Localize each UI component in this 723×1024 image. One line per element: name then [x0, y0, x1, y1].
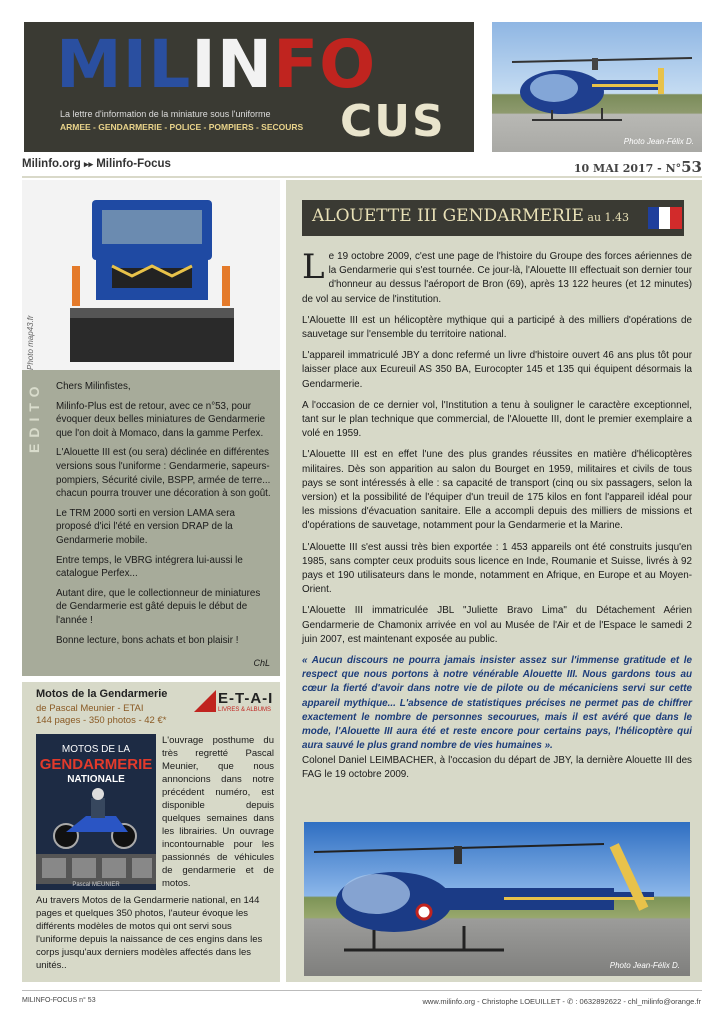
- book-description: Au travers Motos de la Gendarmerie national, en 144 pages et quelques 350 photos, l'auteur évoque les différents modèles de motos qui ont servi sous l'uniforme depuis la naissance de ces engins dans les corps jusqu'aux derniers modèles affectés dans les unités..: [36, 895, 263, 971]
- edito-paragraph: Bonne lecture, bons achats et bon plaisir !: [56, 634, 239, 646]
- masthead: [24, 22, 474, 152]
- edito-paragraph: Le TRM 2000 sorti en version LAMA sera proposé d'ici l'été en version DRAP de la Gendarmerie mobile.: [56, 507, 235, 546]
- article-paragraph: A l'occasion de ce dernier vol, l'Institution a tenu à souligner le caractère exceptionnel, tant sur le plan technique que commercial, de l'Alouette III, dont le premier exemplaire a volé en 1959.: [302, 399, 692, 440]
- french-flag-icon: [648, 207, 682, 229]
- section-link[interactable]: Milinfo-Focus: [96, 158, 171, 170]
- photo-credit: Photo Jean-Félix D.: [609, 961, 680, 970]
- site-nav: [22, 158, 171, 170]
- truck-photo: [22, 180, 280, 370]
- article-paragraph: L'appareil immatriculé JBY a donc refermé un livre d'histoire ouvert 46 ans plus tôt pour laisser place aux Ecureuil AS 350 BA, Eurocopter 145 et 135 qui équipent désormais la Gendarmerie.: [302, 350, 692, 390]
- article-scale: au 1.43: [583, 211, 630, 224]
- issue-bar: [22, 158, 702, 176]
- logo-mil: MIL: [56, 26, 192, 103]
- article-body: [302, 247, 692, 789]
- edito-label: [26, 380, 42, 670]
- cover-author: Pascal MEUNIER: [72, 882, 120, 888]
- article-paragraph: [302, 247, 692, 307]
- divider: [22, 176, 702, 178]
- categories: ARMEE - GENDARMERIE - POLICE - POMPIERS - SECOURS: [60, 122, 304, 132]
- issue-number: 53: [681, 158, 702, 176]
- book-meta: 144 pages - 350 photos - 42 €*: [36, 715, 167, 726]
- edito-text: [56, 380, 272, 653]
- cover-line: GENDARMERIE: [39, 756, 153, 773]
- etai-logo-text: E-T-A-I: [218, 690, 274, 707]
- article-title-text: ALOUETTE III GENDARMERIE: [312, 206, 584, 226]
- article-text: e 19 octobre 2009, c'est une page de l'histoire du Groupe des forces aériennes de la Gendarmerie qui s'est tournée. Ce jour-là, l'Alouette III effectuait son dernier tour d'honneur au dessus l'aéroport de Bron (69), après 13 122 heures (et 12 minutes) de vol au service de l'institution.: [302, 251, 692, 305]
- drop-cap: L: [302, 247, 325, 287]
- edito-paragraph: Milinfo-Plus est de retour, avec ce n°53, pour évoquer deux belles miniatures de Gendarmerie que l'on doit à Momaco, dans la gamme Perfex.: [56, 400, 266, 439]
- book-cover: [36, 734, 156, 890]
- divider: [22, 990, 702, 991]
- article-title-bar: [302, 200, 684, 236]
- quote-attribution: Colonel Daniel LEIMBACHER, à l'occasion du départ de JBY, la dernière Alouette III des FAG le 19 octobre 2009.: [302, 754, 692, 780]
- quote-text: « Aucun discours ne pourra jamais insister assez sur l'immense gratitude et le respect que nous portons à notre vénérable Alouette III. Nous gardons tous au cœur la fierté d'avoir dans notre vie de pilote ou de mécaniciens servi sur cette appareil mythique... L'absence de statistiques précises ne permet pas de chiffrer exactement le nombre de personnes secourues, mais il est avéré que dans le mode, l'Alouette III aura été et reste encore pour certains pays, l'hélicoptère qui aura sauvé le plus grand nombre de vies humaines ».: [302, 655, 692, 752]
- book-author: de Pascal Meunier - ETAI: [36, 703, 144, 714]
- logo-cus: CUS: [340, 96, 446, 147]
- logo-in: IN: [191, 26, 274, 103]
- footer-issue: MILINFO-FOCUS n° 53: [22, 997, 96, 1004]
- photo-credit: Photo Jean-Félix D.: [623, 137, 694, 146]
- helicopter-photo-bottom: [304, 822, 690, 976]
- edito-paragraph: Autant dire, que le collectionneur de miniatures de Gendarmerie est gâté depuis le début de l'année !: [56, 587, 261, 626]
- book-description: L'ouvrage posthume du très regretté Pascal Meunier, que nous annoncions dans notre précédent numéro, est disponible depuis quelques semaines dans les librairies. Un ouvrage incontournable pour les passionnés de véhicules de gendarmerie et de motos.: [162, 735, 274, 889]
- tagline: La lettre d'information de la miniature sous l'uniforme: [60, 109, 271, 119]
- article-paragraph: L'Alouette III s'est aussi très bien exportée : 1 453 appareils ont été construits jusqu'en 1985, sans compter ceux produits sous licence en Inde, Roumanie et Suisse, livrés à 92 pays et 190 utilisateurs dans le monde, notamment en Afrique, en Europe et au Moyen-Orient.: [302, 541, 692, 596]
- issue-info: [574, 158, 702, 176]
- helicopter-illustration: [492, 22, 702, 152]
- edito-signature: ChL: [253, 658, 270, 668]
- cover-line: MOTOS DE LA: [61, 744, 131, 755]
- motorcycle-illustration: [36, 788, 156, 888]
- masthead-subtitle: [60, 108, 340, 134]
- etai-triangle-icon: [194, 690, 216, 712]
- truck-illustration: [22, 180, 280, 370]
- article-paragraph: L'Alouette III immatriculée JBL "Juliette Bravo Lima" du Détachement Aérien Gendarmerie de Chamonix arrivée en vol au Musée de l'Air et de l'Espace le samedi 2 juin 2007, est maintenant exposée au public.: [302, 605, 692, 645]
- edito-paragraph: Entre temps, le VBRG intégrera lui-aussi le catalogue Perfex...: [56, 554, 243, 580]
- double-arrow-icon: ▸▸: [83, 159, 94, 169]
- edito-box: [22, 370, 280, 676]
- book-title: Motos de la Gendarmerie: [36, 688, 168, 700]
- footer-contact: www.milinfo.org - Christophe LOEUILLET - ✆ : 0632892622 - chl_milinfo@orange.fr: [422, 997, 701, 1006]
- milinfo-logo: [56, 26, 456, 103]
- article-paragraph: L'Alouette III est en effet l'une des plus grandes réussites en matière d'hélicoptères militaires. Dès son apparition au salon du Bourget en 1959, militaires et civils de tous pays se sont intéressés à elle : sa capacité de transport (cinq ou six passagers, selon la version) et la possibilité de l'équiper d'un treuil de 175 kilos en font l'appareil idéal pour les missions d'évacuation sanitaire. Elle a accompli depuis des milliers de missions et d'opérations de sauvetage, notamment pour la Gendarmerie et la Marine.: [302, 449, 692, 532]
- cover-line: NATIONALE: [67, 774, 125, 785]
- book-review: [22, 682, 280, 982]
- helicopter-photo-top: [492, 22, 702, 152]
- article-title: [312, 206, 629, 226]
- site-link[interactable]: Milinfo.org: [22, 158, 81, 170]
- article-paragraph: L'Alouette III est un hélicoptère mythique qui a participé à des milliers d'opérations de sauvetage sur l'ensemble du territoire national.: [302, 314, 692, 341]
- etai-logo: [194, 690, 274, 718]
- edito-paragraph: L'Alouette III est (ou sera) déclinée en différentes versions sous l'uniforme : Gendarmerie, sapeurs-pompiers, Sécurité civile, BSPP, armée de terre... chacun pourra trouver une décoration à son goût.: [56, 447, 271, 500]
- issue-number-prefix: - N°: [653, 162, 682, 175]
- issue-date: 10 MAI 2017: [573, 162, 654, 175]
- logo-fo: FO: [273, 26, 377, 103]
- etai-tagline: LIVRES & ALBUMS: [218, 707, 272, 713]
- edito-paragraph: Chers Milinfistes,: [56, 381, 131, 392]
- helicopter-illustration: [304, 822, 690, 976]
- article: [286, 180, 702, 982]
- article-quote: [302, 654, 692, 753]
- photo-credit: Photo map43.fr: [26, 315, 35, 370]
- edito-label-text: EDITO: [26, 380, 42, 453]
